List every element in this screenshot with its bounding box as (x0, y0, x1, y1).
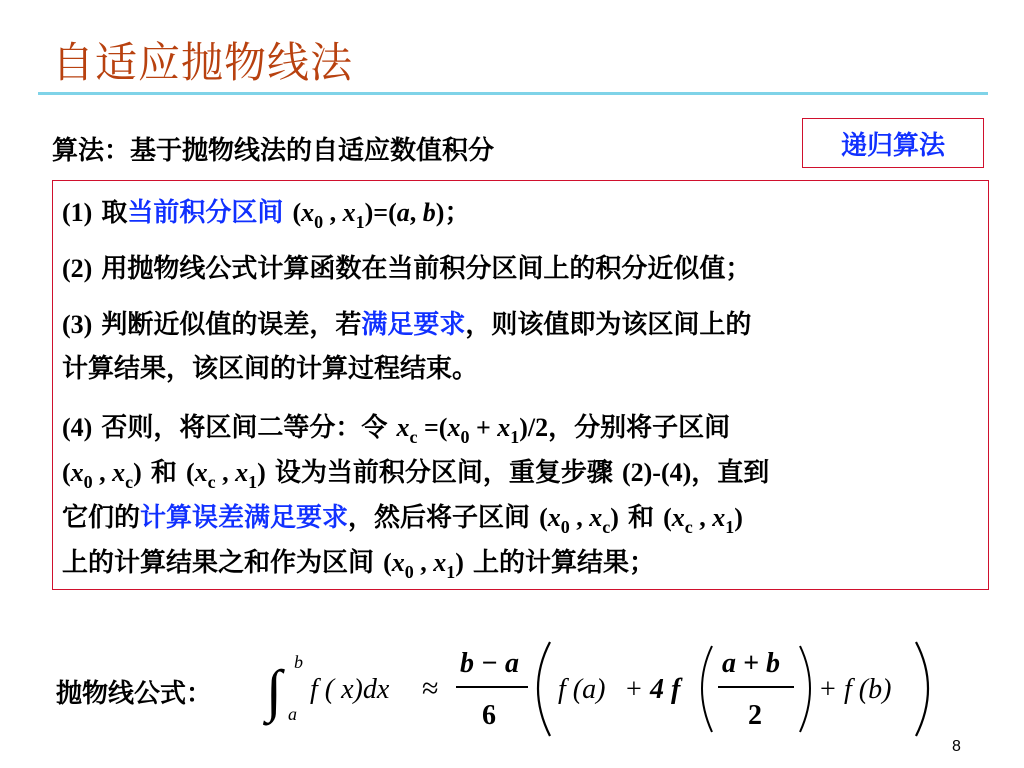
recursive-algorithm-badge: 递归算法 (802, 118, 984, 168)
step-1-highlight: 当前积分区间 (127, 198, 284, 228)
fraction-numerator: b − a (460, 648, 519, 679)
algorithm-subtitle: 算法：基于抛物线法的自适应数值积分 (52, 136, 495, 166)
integral-lower-limit: a (288, 704, 297, 724)
step-4: (4) 否则，将区间二等分：令 $x_c =(x_0 + x_1)/2$，分别将子区间 (62, 413, 731, 447)
step-4-line-4: 上的计算结果之和作为区间 ($x_0$ , $x_1$) 上的计算结果； (62, 548, 655, 582)
title-divider (38, 92, 988, 95)
big-right-paren (916, 642, 928, 736)
f-of-a: f (a) (558, 674, 606, 705)
simpson-formula (260, 632, 940, 748)
big-left-paren (538, 642, 550, 736)
integrand: f ( x)dx (310, 674, 390, 705)
fraction-denominator: 6 (482, 700, 496, 731)
step-4-highlight: 计算误差满足要求 (140, 503, 349, 533)
step-2: (2) 用抛物线公式计算函数在当前积分区间上的积分近似值； (62, 254, 752, 284)
step-3-highlight: 满足要求 (361, 310, 466, 340)
page-number: 8 (952, 738, 961, 755)
step-3-line-2: 计算结果，该区间的计算过程结束。 (62, 354, 479, 384)
integral-upper-limit: b (294, 652, 303, 672)
step-4-line-2: ($x_0$ , $x_c$) 和 ($x_c$ , $x_1$) 设为当前积分区间，重复步骤 (2)-(4)，直到 (62, 458, 770, 492)
inner-numerator: a + b (722, 648, 780, 679)
step-4-line-3: 它们的计算误差满足要求，然后将子区间 ($x_0$ , $x_c$) 和 ($x_c$ , $x_1$) (62, 503, 743, 537)
inner-right-paren (800, 646, 810, 732)
f-of-b: f (b) (844, 674, 892, 705)
slide-title: 自适应抛物线法 (52, 38, 354, 87)
plus-sign-2: + (820, 674, 836, 705)
integral-sign: ∫ (266, 658, 282, 723)
formula-label: 抛物线公式： (56, 679, 213, 709)
step-1: (1) 取当前积分区间 ($x_0$ , $x_1)=(a$, b)； (62, 198, 471, 232)
inner-left-paren (702, 646, 712, 732)
approx-sign: ≈ (422, 672, 439, 705)
step-3: (3) 判断近似值的误差，若满足要求，则该值即为该区间上的 (62, 310, 752, 340)
plus-sign-1: + (626, 674, 642, 705)
inner-denominator: 2 (748, 700, 762, 731)
four-f: 4 f (650, 674, 681, 705)
